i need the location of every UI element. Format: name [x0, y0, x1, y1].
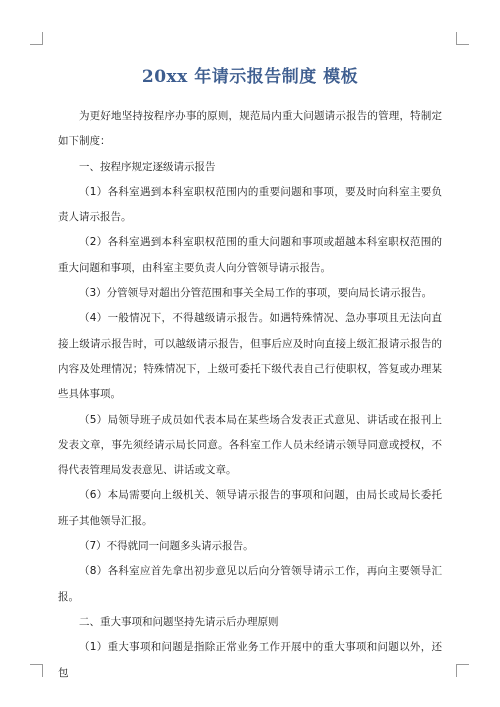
section-heading-2: 二、重大事项和问题坚持先请示后办理原则 [79, 615, 279, 628]
section-heading-1: 一、按程序规定逐级请示报告 [79, 160, 216, 173]
clause-2: （2）各科室遇到本科室职权范围的重大问题和事项或超越本科室职权范围的重大问题和事项，由科室主要负责人向分管领导请示报告。 [58, 236, 442, 274]
intro-paragraph: 为更好地坚持按程序办事的原则，规范局内重大问题请示报告的管理，特制定如下制度： [58, 110, 442, 148]
clause-6: （6）本局需要向上级机关、领导请示报告的事项和问题，由局长或局长委托班子其他领导汇报。 [58, 489, 442, 527]
crop-mark-top-left [30, 32, 43, 45]
clause-4: （4）一般情况下，不得越级请示报告。如遇特殊情况、急办事项且无法向直接上级请示报告时，可以越级请示报告，但事后应及时向直接上级汇报请示报告的内容及处理情况；特殊情况下，上级可委托下级代表自己行使职权，答复或办理某些具体事项。 [58, 312, 442, 401]
crop-mark-bottom-right [456, 664, 469, 677]
crop-mark-top-right [456, 32, 469, 45]
clause-3: （3）分管领导对超出分管范围和事关全局工作的事项，要向局长请示报告。 [79, 287, 433, 300]
clause-8: （8）各科室应首先拿出初步意见以后向分管领导请示工作，再向主要领导汇报。 [58, 565, 442, 603]
clause-7: （7）不得就同一问题多头请示报告。 [79, 540, 254, 553]
document-body [58, 104, 442, 686]
crop-mark-bottom-left [30, 664, 43, 677]
clause-5: （5）局领导班子成员如代表本局在某些场合发表正式意见、讲话或在报刊上发表文章，事先须经请示局长同意。各科室工作人员未经请示领导同意或授权，不得代表管理局发表意见、讲话或文章。 [58, 413, 442, 477]
clause-1: （1）各科室遇到本科室职权范围内的重要问题和事项，要及时向科室主要负责人请示报告。 [58, 185, 442, 224]
clause-2-1: （1）重大事项和问题是指除正常业务工作开展中的重大事项和问题以外，还包 [58, 641, 442, 679]
document-title: 20xx 年请示报告制度 模板 [141, 67, 359, 87]
